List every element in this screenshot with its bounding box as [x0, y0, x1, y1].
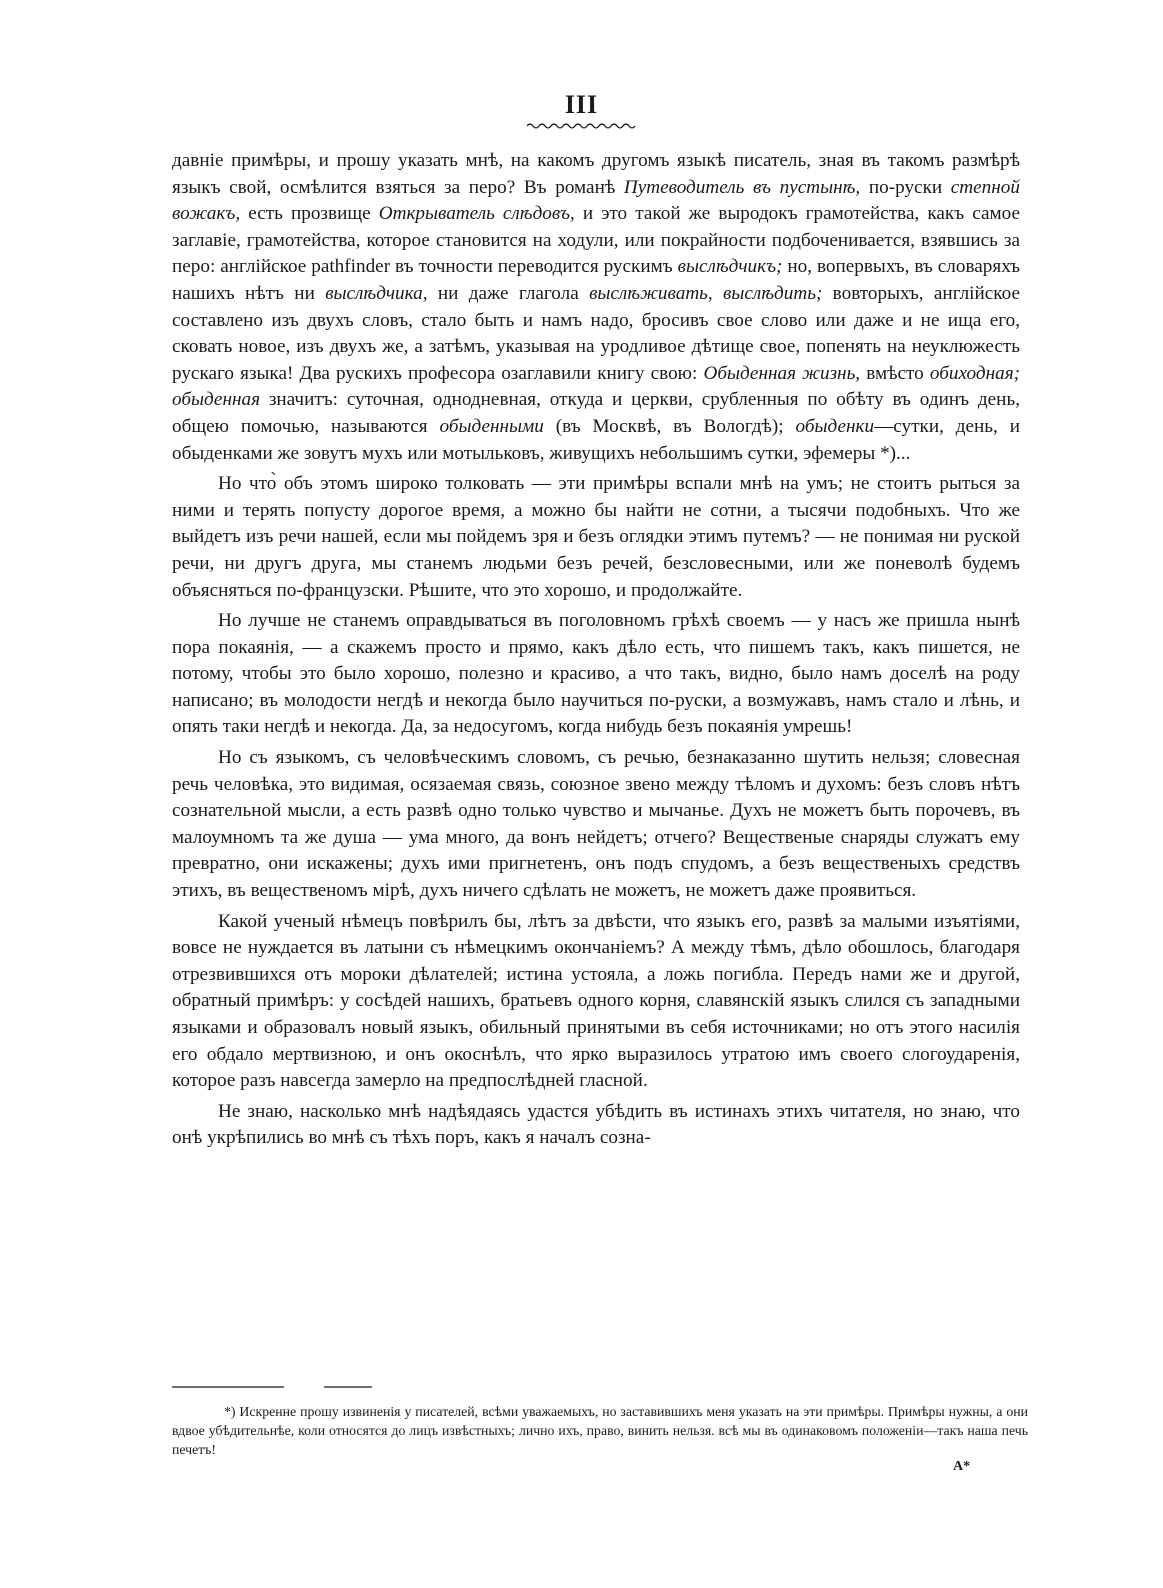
footnote: *) Искренне прошу извиненія у писателей, всѣми уважаемыхъ, но заставившихъ меня указать на эти примѣры. Примѣры нужны, а они вдвое убѣдительнѣе, коли относятся до лицъ извѣстныхъ; лично ихъ, право, винить нельзя. всѣ мы въ одинаковомъ положеніи—такъ наша печь печетъ! — [172, 1404, 1028, 1457]
italic-term: обыденными — [439, 415, 544, 437]
text-run: по-руски — [860, 176, 951, 198]
paragraph — [172, 745, 1020, 905]
text-run: есть прозвище — [240, 203, 379, 225]
text-run: вовторыхъ, англійское составлено изъ двухъ словъ, стало быть и намъ надо, бросивъ свое слово или даже и не ища его, сковать новое, изъ двухъ же, а затѣмъ, указывая на уродливое дѣтище свое, попенять на неуклюжесть рускаго языка! Два рускихъ професора озаглавили книгу свою: — [172, 282, 1020, 384]
body-text — [172, 148, 1020, 1156]
footnote-rule — [172, 1382, 372, 1392]
italic-term: степной вожакъ, — [172, 176, 1020, 225]
text-run: Не знаю, насколько мнѣ надѣядаясь удастся убѣдить въ истинахъ этихъ читателя, но знаю, что онѣ укрѣпились во мнѣ съ тѣхъ поръ, какъ я началъ созна- — [172, 1100, 1020, 1149]
text-run: Но лучше не станемъ оправдываться въ поголовномъ грѣхѣ своемъ — у насъ же пришла нынѣ пора покаянія, — а скажемъ просто и прямо, какъ дѣло есть, что пишемъ такъ, какъ пишется, не потому, чтобы это было хорошо, полезно и красиво, а что такъ, видно, было намъ доселѣ на роду написано; въ молодости негдѣ и некогда было научиться по-руски, а возмужавъ, намъ стало и лѣнь, и опять таки негдѣ и некогда. Да, за недосугомъ, когда нибудь безъ покаянія умрешь! — [172, 610, 1020, 738]
text-run: —сутки, день, и обыденками же зовутъ мухъ или мотыльковъ, живущихъ небольшимъ сутки, эфемеры *)... — [172, 415, 1020, 464]
italic-term: выслѣдчикъ; — [677, 256, 783, 278]
text-run: Но съ языкомъ, съ человѣческимъ словомъ, съ речью, безнаказанно шутить нельзя; словесная речь человѣка, это видимая, осязаемая связь, союзное звено между тѣломъ и духомъ: безъ словъ нѣтъ сознательной мысли, а есть развѣ одно только чувство и мычанье. Духъ не можетъ быть порочевъ, въ малоумномъ та же душа — ума много, да вонъ нейдетъ; отчего? Вещественые снаряды служатъ ему превратно, они искажены; духъ ими пригнетенъ, онъ подъ спудомъ, а безъ вещественыхъ средствъ этихъ, въ вещественомъ мірѣ, духъ ничего сдѣлать не можетъ, не можетъ даже проявиться. — [172, 747, 1020, 902]
text-run: давніе примѣры, и прошу указать мнѣ, на какомъ другомъ языкѣ писатель, зная въ такомъ размѣрѣ языкъ свой, осмѣлится взяться за перо? Въ романѣ — [172, 150, 1020, 198]
italic-term: обиходная; обыденная — [172, 362, 1020, 411]
page-number: III — [564, 90, 599, 119]
italic-term: Открыватель слѣдовъ, — [378, 203, 575, 225]
italic-term: Обыденная жизнь, — [703, 362, 861, 384]
italic-term: выслѣдчика, — [325, 282, 428, 304]
text-run: значитъ: суточная, однодневная, откуда и церкви, срубленныя по обѣту въ одинъ день, общею помочью, называются — [172, 389, 1020, 437]
paragraph — [172, 1099, 1020, 1152]
paragraph — [172, 471, 1020, 604]
italic-term: Путеводитель въ пустынѣ, — [623, 176, 861, 198]
text-run: ни даже глагола — [427, 282, 590, 304]
paragraph — [172, 608, 1020, 741]
text-run: и это такой же выродокъ грамотейства, какъ самое заглавіе, грамотейства, которое становится на ходули, или покрайности подбоченивается, взявшись за перо: англійское pathfinder въ точности переводится рускимъ — [172, 203, 1020, 278]
paragraph — [172, 909, 1020, 1095]
page-header — [0, 90, 1163, 130]
wavy-rule — [527, 122, 637, 130]
paragraph — [172, 148, 1020, 467]
text-run: Но что̀ объ этомъ широко толковать — эти примѣры вспали мнѣ на умъ; не стоитъ рыться за ними и терять попусту дорогое время, а можно бы найти не сотни, а тысячи подобныхъ. Что же выйдетъ изъ речи нашей, если мы пойдемъ зря и безъ оглядки этимъ путемъ? — не понимая ни руской речи, ни другъ друга, мы станемъ людьми безъ речей, безсловесными, или же поневолѣ будемъ объясняться по-французски. Рѣшите, что это хорошо, и продолжайте. — [172, 473, 1020, 601]
text-run: Какой ученый нѣмецъ повѣрилъ бы, лѣтъ за двѣсти, что языкъ его, развѣ за малыми изъятіями, вовсе не нуждается въ латыни съ нѣмецкимъ окончаніемъ? А между тѣмъ, дѣло обошлось, благодаря отрезвившихся отъ мороки дѣлателей; истина устояла, а ложь погибла. Передъ нами же и другой, обратный примѣръ: у сосѣдей нашихъ, братьевъ одного корня, славянскій языкъ слился съ западными языками и образовалъ новый языкъ, обильный принятыми въ себя источниками; но отъ этого насилія его обдало мертвизною, и онъ окоснѣлъ, что ярко выразилось утратою имъ своего слогоударенія, которое разъ навсегда замерло на предпослѣдней гласной. — [172, 910, 1020, 1092]
text-run: но, вопервыхъ, въ словаряхъ нашихъ нѣтъ ни — [172, 256, 1020, 304]
signature-mark: A* — [953, 1459, 971, 1474]
text-run: вмѣсто — [860, 362, 930, 384]
italic-term: выслѣживать, выслѣдить; — [589, 282, 823, 304]
italic-term: обыденки — [795, 415, 875, 437]
text-run: (въ Москвѣ, въ Вологдѣ); — [543, 415, 796, 437]
